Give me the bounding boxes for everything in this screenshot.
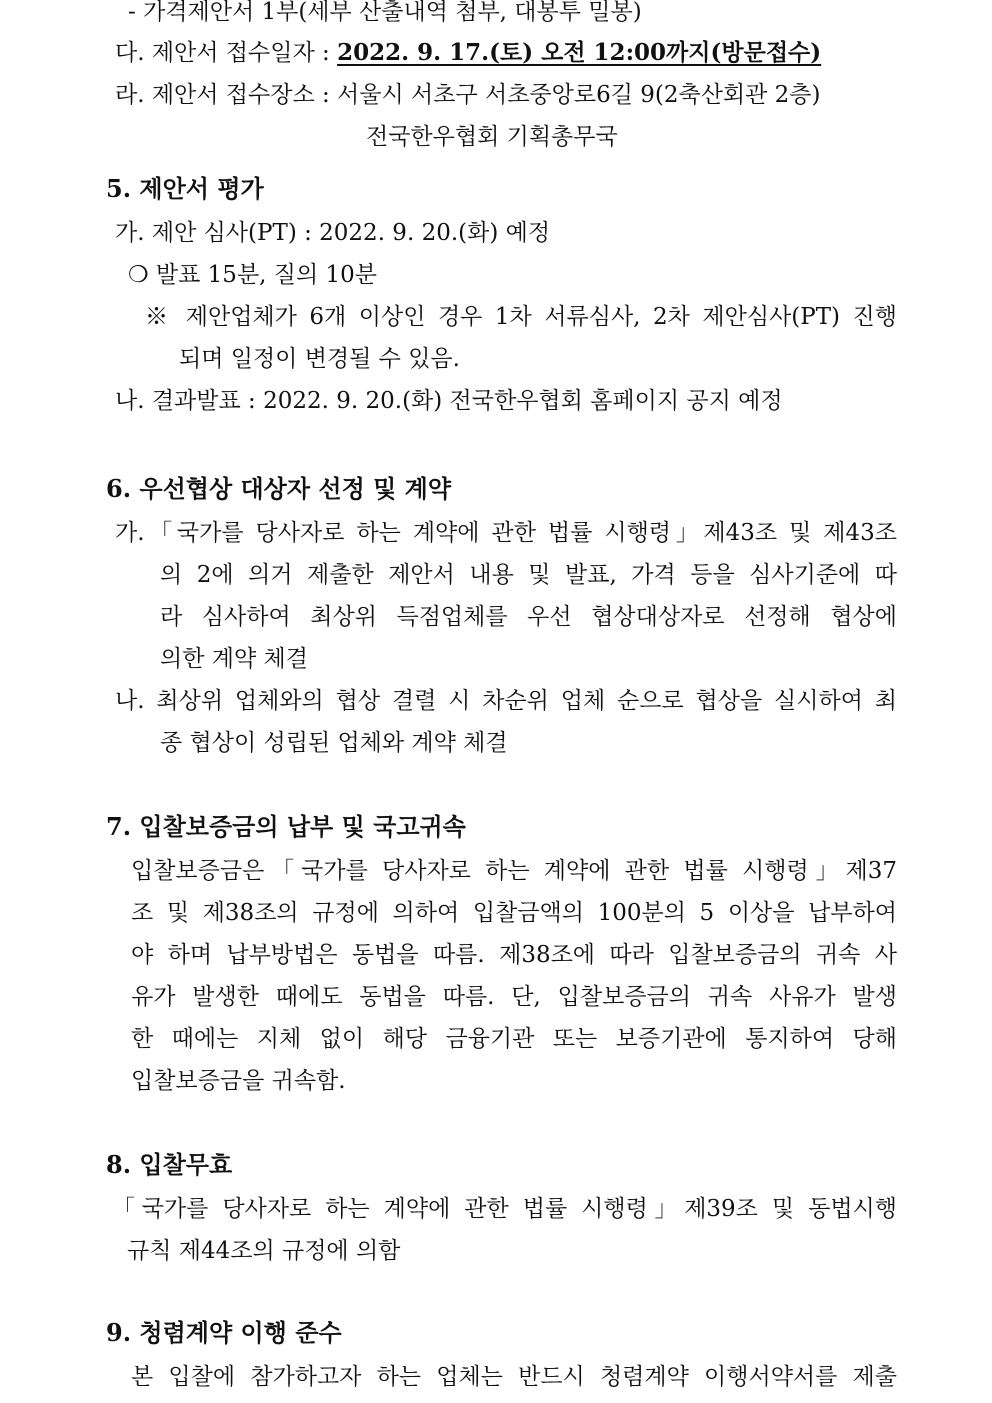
section-8-heading: 8. 입찰무효 (106, 1150, 233, 1179)
s5-note-line-2: 되며 일정이 변경될 수 있음. (179, 346, 460, 372)
s7-line-4: 유가 발생한 때에도 동법을 따름. 단, 입찰보증금의 귀속 사유가 발생 (131, 984, 897, 1010)
price-proposal-line: - 가격제안서 1부(세부 산출내역 첨부, 대봉투 밀봉) (128, 0, 642, 25)
submission-place-item: 라. 제안서 접수장소 : 서울시 서초구 서초중앙로6길 9(2축산회관 2층) (115, 82, 821, 108)
s6-ga-line-2: 의 2에 의거 제출한 제안서 내용 및 발표, 가격 등을 심사기준에 따 (160, 562, 897, 588)
section-7-heading: 7. 입찰보증금의 납부 및 국고귀속 (106, 812, 466, 841)
s5-item-ga: 가. 제안 심사(PT) : 2022. 9. 20.(화) 예정 (115, 220, 551, 246)
s6-ga-line-3: 라 심사하여 최상위 득점업체를 우선 협상대상자로 선정해 협상에 (160, 604, 897, 630)
s8-line-2: 규칙 제44조의 규정에 의함 (127, 1238, 401, 1264)
s9-line-1: 본 입찰에 참가하고자 하는 업체는 반드시 청렴계약 이행서약서를 제출 (131, 1364, 897, 1390)
s7-line-1: 입찰보증금은「국가를 당사자로 하는 계약에 관한 법률 시행령」제37 (131, 858, 897, 884)
section-5-heading: 5. 제안서 평가 (106, 174, 264, 203)
section-6-heading: 6. 우선협상 대상자 선정 및 계약 (106, 474, 452, 503)
submission-date-value: 2022. 9. 17.(토) 오전 12:00까지(방문접수) (337, 39, 822, 66)
s6-ga-line-1: 가.「국가를 당사자로 하는 계약에 관한 법률 시행령」제43조 및 제43조 (115, 520, 897, 546)
s7-line-5: 한 때에는 지체 없이 해당 금융기관 또는 보증기관에 통지하여 당해 (131, 1026, 897, 1052)
s6-na-line-2: 종 협상이 성립된 업체와 계약 체결 (160, 730, 508, 756)
submission-place-cont: 전국한우협회 기획총무국 (366, 124, 618, 150)
s7-line-2: 조 및 제38조의 규정에 의하여 입찰금액의 100분의 5 이상을 납부하여 (131, 900, 897, 926)
section-9-heading: 9. 청렴계약 이행 준수 (106, 1318, 342, 1347)
submission-date-label: 다. 제안서 접수일자 : (115, 40, 338, 66)
submission-date-item (115, 38, 821, 68)
s6-na-line-1: 나. 최상위 업체와의 협상 결렬 시 차순위 업체 순으로 협상을 실시하여 최 (115, 688, 897, 714)
s5-bullet: ❍ 발표 15분, 질의 10분 (128, 262, 378, 288)
s8-line-1: 「국가를 당사자로 하는 계약에 관한 법률 시행령」제39조 및 동법시행 (112, 1196, 897, 1222)
s7-line-6: 입찰보증금을 귀속함. (131, 1068, 346, 1094)
s5-note-line-1: ※ 제안업체가 6개 이상인 경우 1차 서류심사, 2차 제안심사(PT) 진행 (145, 304, 897, 330)
s6-ga-line-4: 의한 계약 체결 (160, 646, 308, 672)
s7-line-3: 야 하며 납부방법은 동법을 따름. 제38조에 따라 입찰보증금의 귀속 사 (131, 942, 897, 968)
s5-item-na: 나. 결과발표 : 2022. 9. 20.(화) 전국한우협회 홈페이지 공지 예정 (115, 388, 783, 414)
